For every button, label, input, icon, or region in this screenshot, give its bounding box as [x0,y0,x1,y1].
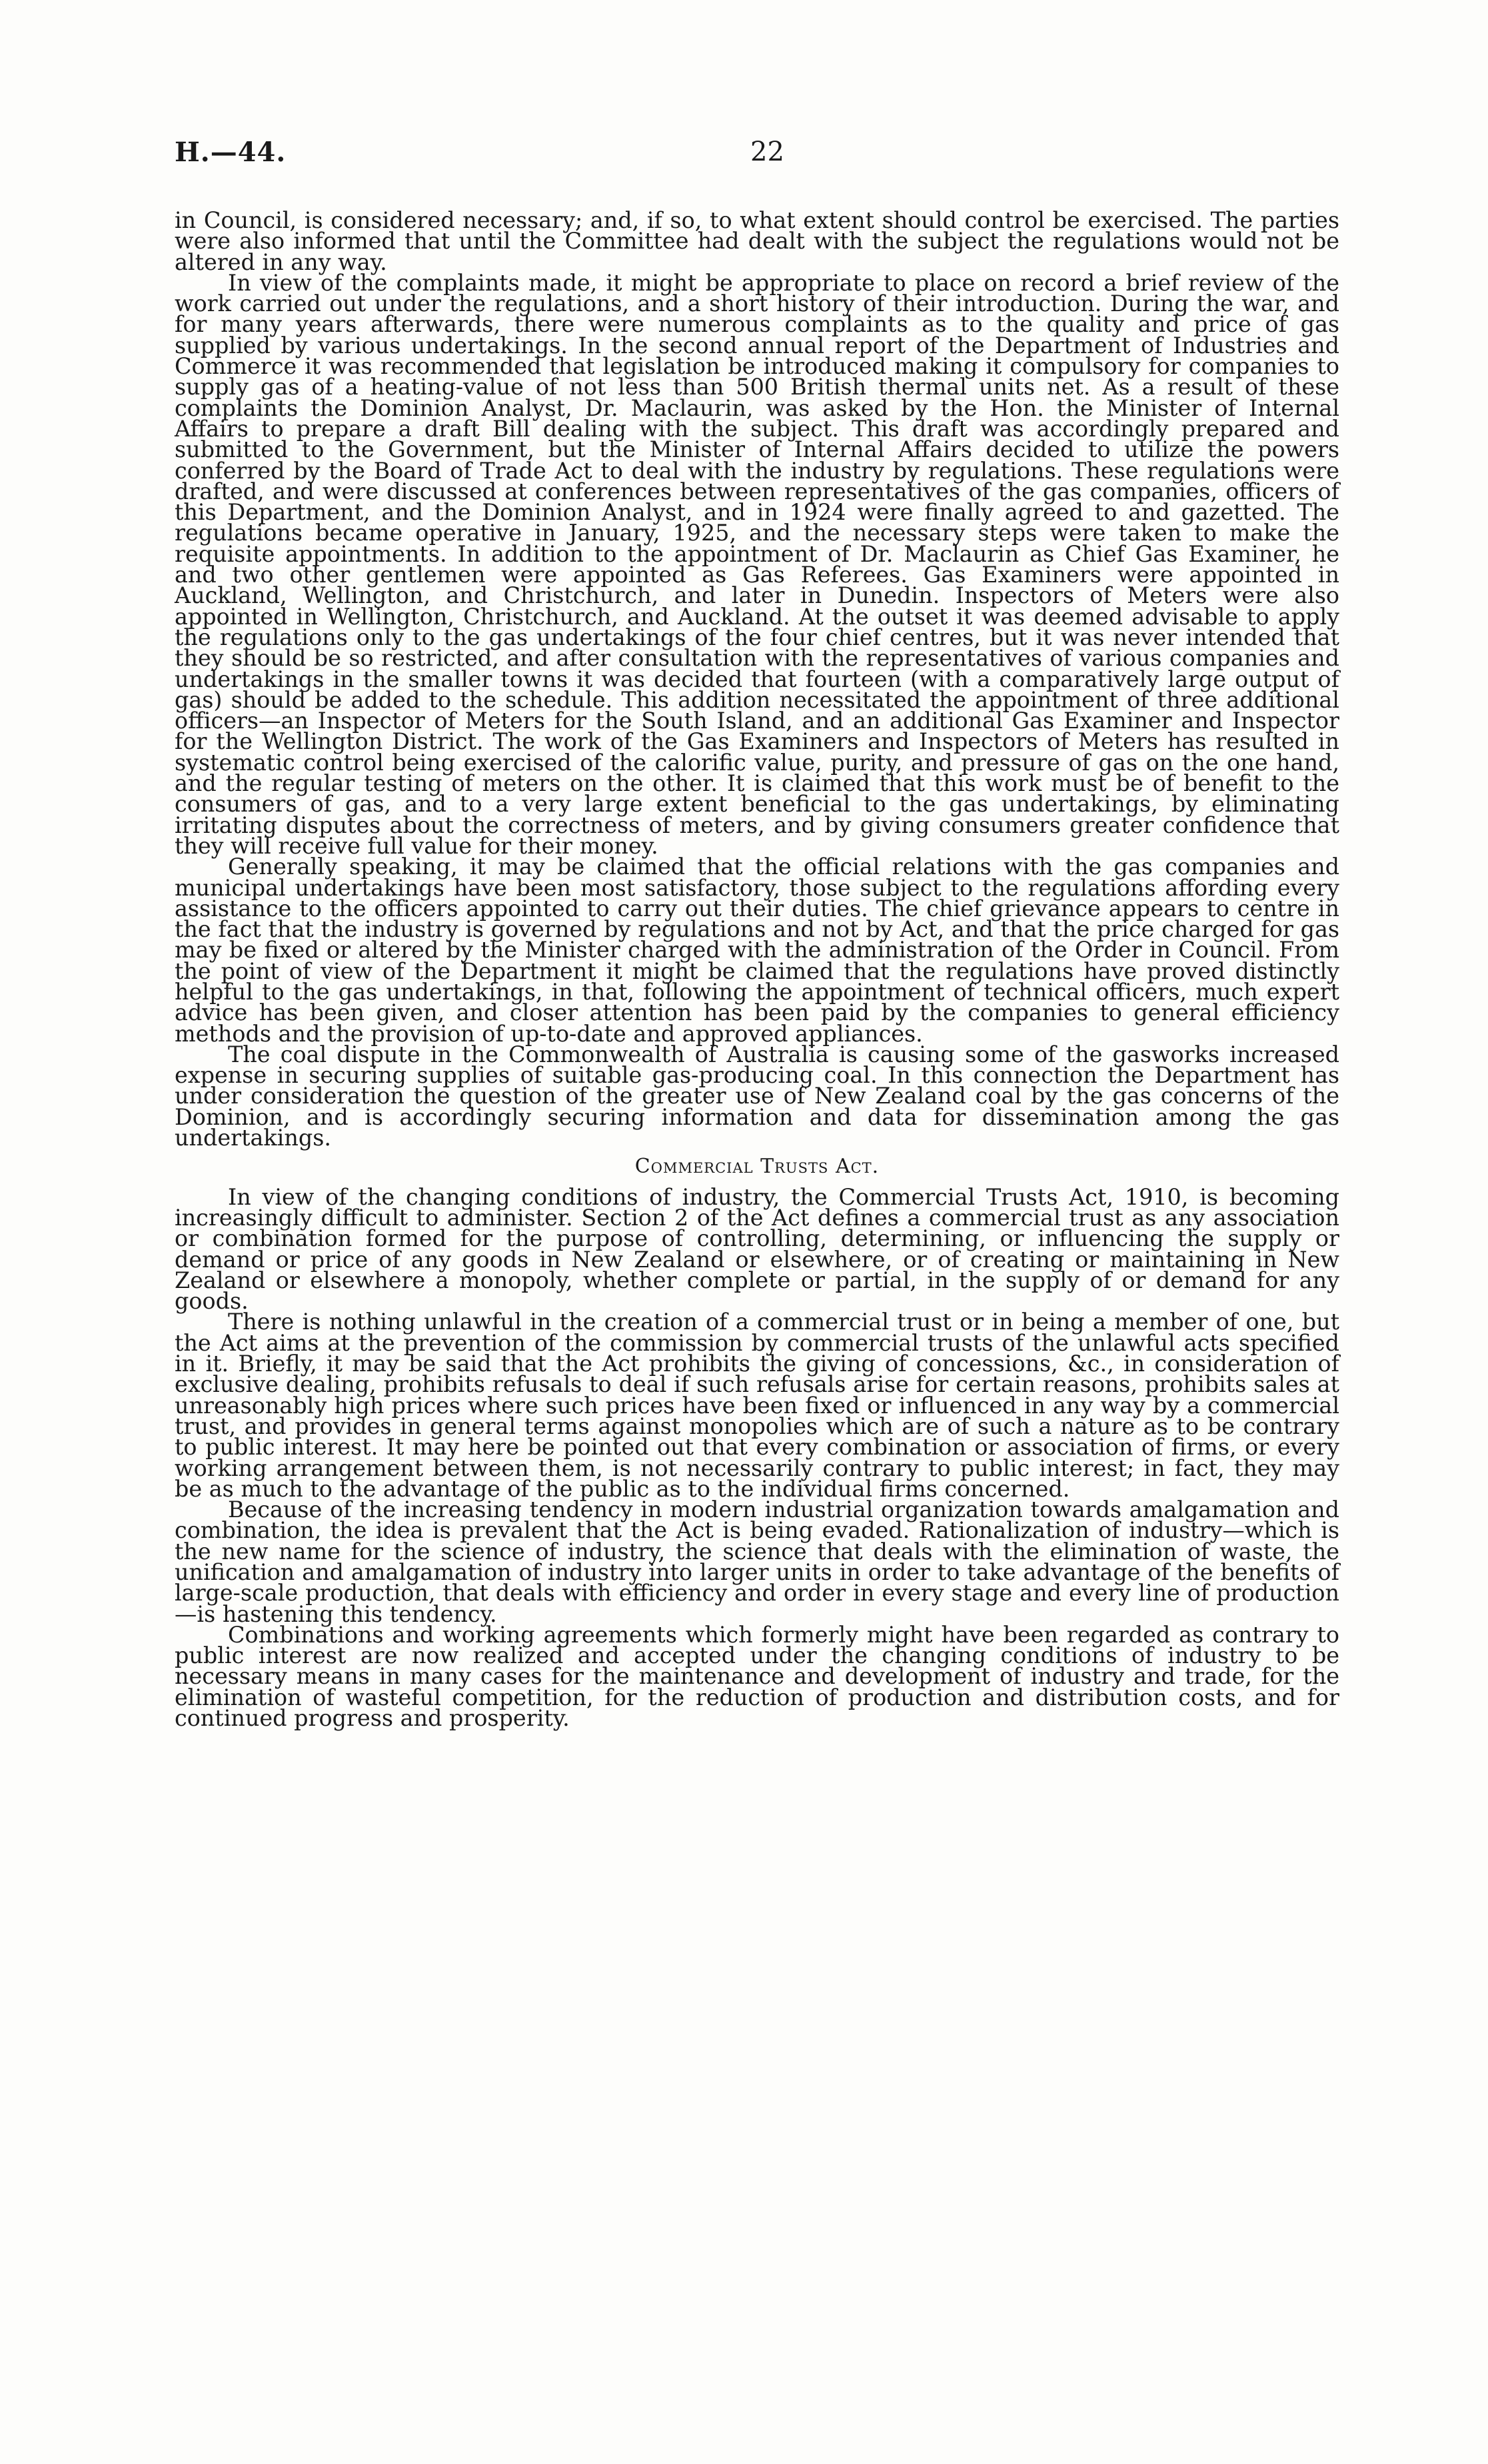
paragraph: In view of the complaints made, it might be appropriate to place on record a brief review of the work carried out under the regulations, and a short history of their introduction. During the war, and for many years afterwards, there were numerous complaints as to the quality and price of gas supplied by various undertakings. In the second annual report of the Department of Industries and Commerce it was recommended that legislation be introduced making it compulsory for companies to supply gas of a heating-value of not less than 500 British thermal units net. As a result of these complaints the Dominion Analyst, Dr. Maclaurin, was asked by the Hon. the Minister of Internal Affairs to prepare a draft Bill dealing with the subject. This draft was accordingly prepared and submitted to the Government, but the Minister of Internal Affairs decided to utilize the powers conferred by the Board of Trade Act to deal with the industry by regulations. These regulations were drafted, and were discussed at conferences between representatives of the gas companies, officers of this Department, and the Dominion Analyst, and in 1924 were finally agreed to and gazetted. The regulations became operative in January, 1925, and the necessary steps were taken to make the requisite appointments. In addition to the appointment of Dr. Maclaurin as Chief Gas Examiner, he and two other gentlemen were appointed as Gas Referees. Gas Examiners were appointed in Auckland, Wellington, and Christchurch, and later in Dunedin. Inspectors of Meters were also appointed in Wellington, Christchurch, and Auckland. At the outset it was deemed advisable to apply the regulations only to the gas undertakings of the four chief centres, but it was never intended that they should be so restricted, and after consultation with the representatives of various companies and undertakings in the smaller towns it was decided that fourteen (with a comparatively large output of gas) should be added to the schedule. This addition necessitated the appointment of three additional officers—an Inspector of Meters for the South Island, and an additional Gas Examiner and Inspector for the Wellington District. The work of the Gas Examiners and Inspectors of Meters has resulted in systematic control being exercised of the calorific value, purity, and pressure of gas on the one hand, and the regular testing of meters on the other. It is claimed that this work must be of benefit to the consumers of gas, and to a very large extent beneficial to the gas undertakings, by eliminating irritating disputes about the correctness of meters, and by giving consumers greater confidence that they will receive full value for their money. [175,269,1339,859]
paragraph: Combinations and working agreements which formerly might have been regarded as contrary to public interest are now realized and accepted under the changing conditions of industry to be necessary means in many cases for the maintenance and development of industry and trade, for the elimination of wasteful competition, for the reduction of production and distribution costs, and for continued progress and prosperity. [175,1621,1339,1732]
paragraph: In view of the changing conditions of industry, the Commercial Trusts Act, 1910, is becoming increasingly difficult to administer. Section 2 of the Act defines a commercial trust as any association or combination formed for the purpose of controlling, determining, or influencing the supply or demand or price of any goods in New Zealand or elsewhere, or of creating or maintaining in New Zealand or elsewhere a monopoly, whether complete or partial, in the supply of or demand for any goods. [175,1183,1339,1315]
section-heading: Commercial Trusts Act. [634,1155,880,1179]
paragraph: Because of the increasing tendency in modern industrial organization towards amalgamation and combination, the idea is prevalent that the Act is being evaded. Rationalization of industry—which is the new name for the science of industry, the science that deals with the elimination of waste, the unification and amalgamation of industry into larger units in order to take advantage of the benefits of large-scale production, that deals with efficiency and order in every stage and every line of production—is hastening this tendency. [175,1497,1339,1627]
page-number: 22 [750,137,784,167]
page-header [175,137,1339,177]
paragraph: Generally speaking, it may be claimed that the official relations with the gas companies and municipal undertakings have been most satisfactory, those subject to the regulations affording every assistance to the officers appointed to carry out their duties. The chief grievance appears to centre in the fact that the industry is governed by regulations and not by Act, and that the price charged for gas may be fixed or altered by the Minister charged with the administration of the Order in Council. From the point of view of the Department it might be claimed that the regulations have proved distinctly helpful to the gas undertakings, in that, following the appointment of technical officers, much expert advice has been given, and closer attention has been paid by the companies to general efficiency methods and the provision of up-to-date and approved appliances. [175,854,1339,1047]
paragraph: The coal dispute in the Commonwealth of Australia is causing some of the gasworks increased expense in securing supplies of suitable gas-producing coal. In this connection the Department has under consideration the question of the greater use of New Zealand coal by the gas concerns of the Dominion, and is accordingly securing information and data for dissemination among the gas undertakings. [175,1041,1339,1151]
document-body [175,207,1339,1732]
paragraph-continued: in Council, is considered necessary; and, if so, to what extent should control be exercised. The parties were also informed that until the Committee had dealt with the subject the regulations would not be altered in any way. [175,207,1339,275]
document-reference: H.—44. [175,137,287,168]
paragraph: There is nothing unlawful in the creation of a commercial trust or in being a member of one, but the Act aims at the prevention of the commission by commercial trusts of the unlawful acts specified in it. Briefly, it may be said that the Act prohibits the giving of concessions, &c., in consideration of exclusive dealing, prohibits refusals to deal if such refusals arise for certain reasons, prohibits sales at unreasonably high prices where such prices have been fixed or influenced in any way by a commercial trust, and provides in general terms against monopolies which are of such a nature as to be contrary to public interest. It may here be pointed out that every combination or association of firms, or every working arrangement between them, is not necessarily contrary to public interest; in fact, they may be as much to the advantage of the public as to the individual firms concerned. [175,1309,1339,1502]
